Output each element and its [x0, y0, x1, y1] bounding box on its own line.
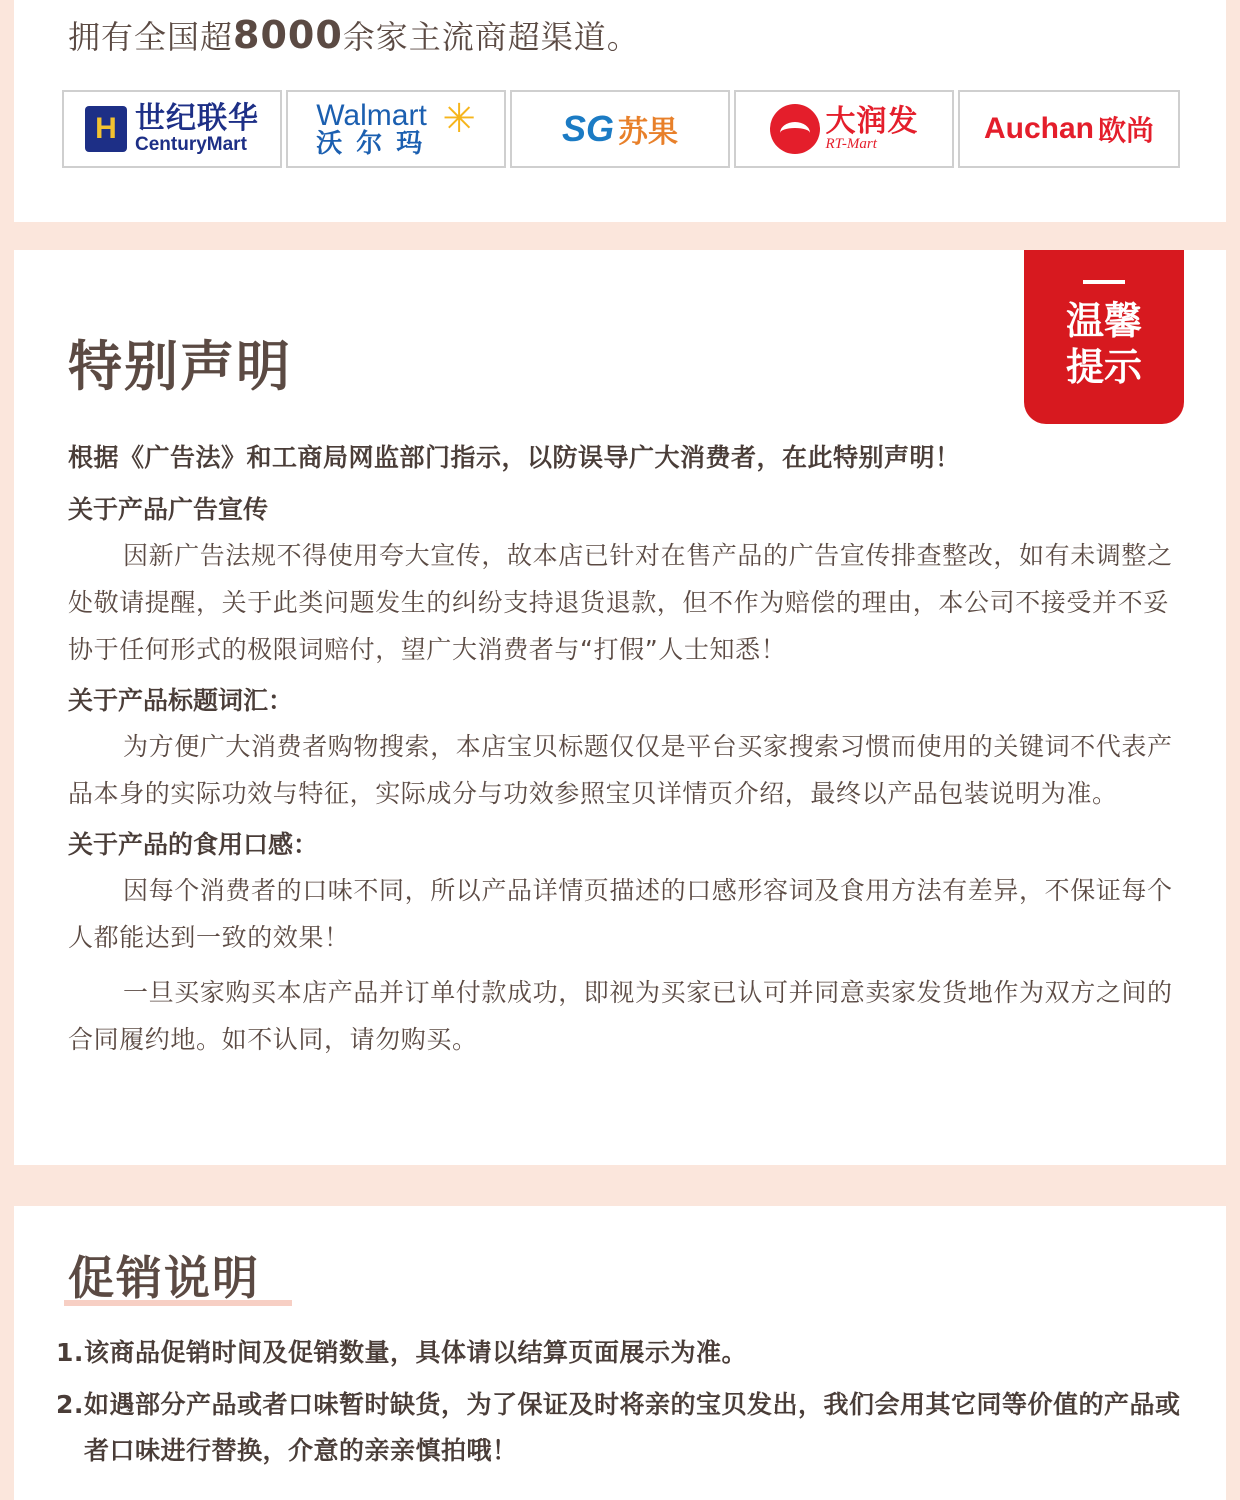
statement-closing: 一旦买家购买本店产品并订单付款成功，即视为买家已认可并同意卖家发货地作为双方之间的合同履约地。如不认同，请勿购买。 [68, 978, 1173, 1054]
walmart-en: Walmart [316, 98, 427, 132]
channels-count: 8000 [233, 13, 343, 57]
promo-title: 促销说明 [68, 1251, 260, 1305]
badge-dash [1083, 280, 1125, 284]
walmart-logo [286, 90, 506, 168]
auchan-cn: 欧尚 [1098, 114, 1155, 147]
sg-suguo-logo [510, 90, 730, 168]
statement-title: 特别声明 [68, 335, 292, 398]
walmart-cn: 沃尔玛 [316, 129, 437, 160]
promo-item [56, 1330, 1186, 1376]
promo-item-text: 该商品促销时间及促销数量，具体请以结算页面展示为准。 [84, 1338, 748, 1367]
section-text-ad: 因新广告法规不得使用夸大宣传，故本店已针对在售产品的广告宣传排查整改，如有未调整之处敬请提醒，关于此类问题发生的纠纷支持退货退款，但不作为赔偿的理由，本公司不接受并不妥协于任何形式的极限词赔付，望广大消费者与“打假”人士知悉！ [68, 541, 1173, 664]
centurymart-logo [62, 90, 282, 168]
rtmart-mark-icon [770, 104, 820, 154]
statement-lead: 根据《广告法》和工商局网监部门指示，以防误导广大消费者，在此特别声明！ [68, 443, 961, 472]
promo-item-number: 2. [56, 1390, 84, 1419]
centurymart-en: CenturyMart [135, 133, 247, 155]
suguo-cn: 苏果 [618, 115, 678, 150]
rtmart-logo [734, 90, 954, 168]
centurymart-mark-icon: H [85, 106, 127, 152]
auchan-logo [958, 90, 1180, 168]
promo-item-number: 1. [56, 1338, 84, 1367]
promo-list [56, 1330, 1186, 1480]
promo-title-wrap [68, 1242, 260, 1308]
section-heading-ad: 关于产品广告宣传 [68, 495, 269, 524]
channels-text-post: 余家主流商超渠道。 [342, 18, 640, 56]
rtmart-en: RT-Mart [825, 135, 877, 152]
section-text-taste: 因每个消费者的口味不同，所以产品详情页描述的口感形容词及食用方法有差异，不保证每个人都能达到一致的效果！ [68, 876, 1173, 952]
statement-card [14, 250, 1226, 1165]
channels-card [14, 0, 1226, 222]
warm-tip-badge [1024, 250, 1184, 424]
promo-item-text: 如遇部分产品或者口味暂时缺货，为了保证及时将亲的宝贝发出，我们会用其它同等价值的产品或者口味进行替换，介意的亲亲慎拍哦！ [84, 1390, 1181, 1465]
auchan-en: Auchan [983, 112, 1094, 145]
section-heading-title-words: 关于产品标题词汇： [68, 686, 294, 715]
channels-text [68, 12, 640, 58]
walmart-spark-icon: ✳ [442, 96, 476, 142]
centurymart-cn: 世纪联华 [135, 101, 259, 137]
suguo-en: SG [561, 108, 614, 149]
badge-text: 温馨提示 [1065, 299, 1142, 389]
promo-card [14, 1206, 1226, 1500]
channels-text-pre: 拥有全国超 [68, 18, 234, 56]
section-text-title-words: 为方便广大消费者购物搜索，本店宝贝标题仅仅是平台买家搜索习惯而使用的关键词不代表产品本身的实际功效与特征，实际成分与功效参照宝贝详情页介绍，最终以产品包装说明为准。 [68, 732, 1173, 808]
statement-body [68, 438, 1178, 1071]
promo-item [56, 1382, 1186, 1474]
section-heading-taste: 关于产品的食用口感： [68, 830, 319, 859]
retailer-logo-row [62, 90, 1180, 168]
rtmart-cn: 大润发 [825, 103, 919, 139]
